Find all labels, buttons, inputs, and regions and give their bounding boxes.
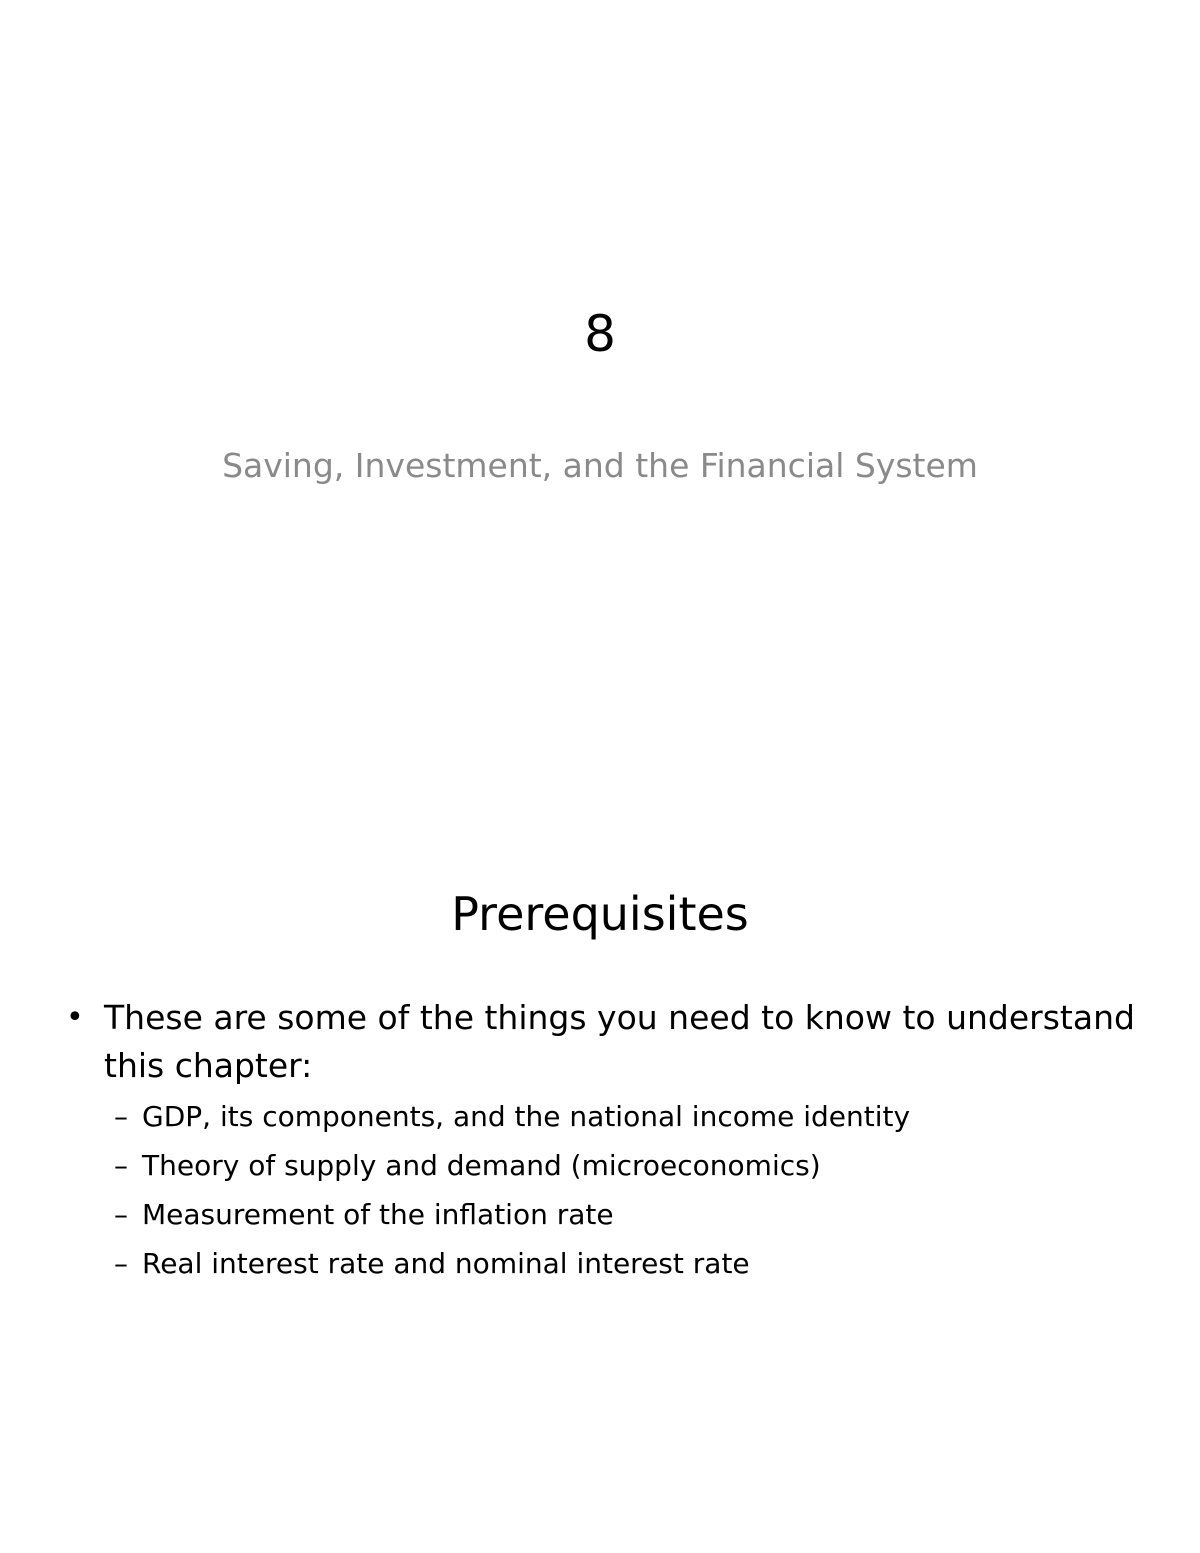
slide-heading: Prerequisites	[451, 887, 749, 941]
bullet-item	[66, 994, 1156, 1090]
sub-bullet-list	[66, 1092, 1156, 1288]
prerequisites-slide	[0, 776, 1200, 1553]
sub-bullet-item	[114, 1239, 1156, 1288]
sub-bullet-text: Real interest rate and nominal interest rate	[142, 1247, 750, 1280]
dash-icon: –	[114, 1100, 128, 1133]
sub-bullet-text: GDP, its components, and the national income identity	[142, 1100, 911, 1133]
bullet-text: These are some of the things you need to know to understand this chapter:	[104, 998, 1135, 1085]
title-slide	[0, 0, 1200, 776]
sub-bullet-text: Measurement of the inflation rate	[142, 1198, 614, 1231]
sub-bullet-item	[114, 1092, 1156, 1141]
sub-bullet-item	[114, 1190, 1156, 1239]
dash-icon: –	[114, 1198, 128, 1231]
bullet-list	[66, 994, 1156, 1288]
bullet-dot-icon: •	[66, 1000, 84, 1035]
sub-bullet-item	[114, 1141, 1156, 1190]
chapter-number: 8	[584, 305, 616, 363]
sub-bullet-text: Theory of supply and demand (microeconomics)	[142, 1149, 821, 1182]
dash-icon: –	[114, 1247, 128, 1280]
dash-icon: –	[114, 1149, 128, 1182]
chapter-title: Saving, Investment, and the Financial System	[222, 446, 978, 485]
